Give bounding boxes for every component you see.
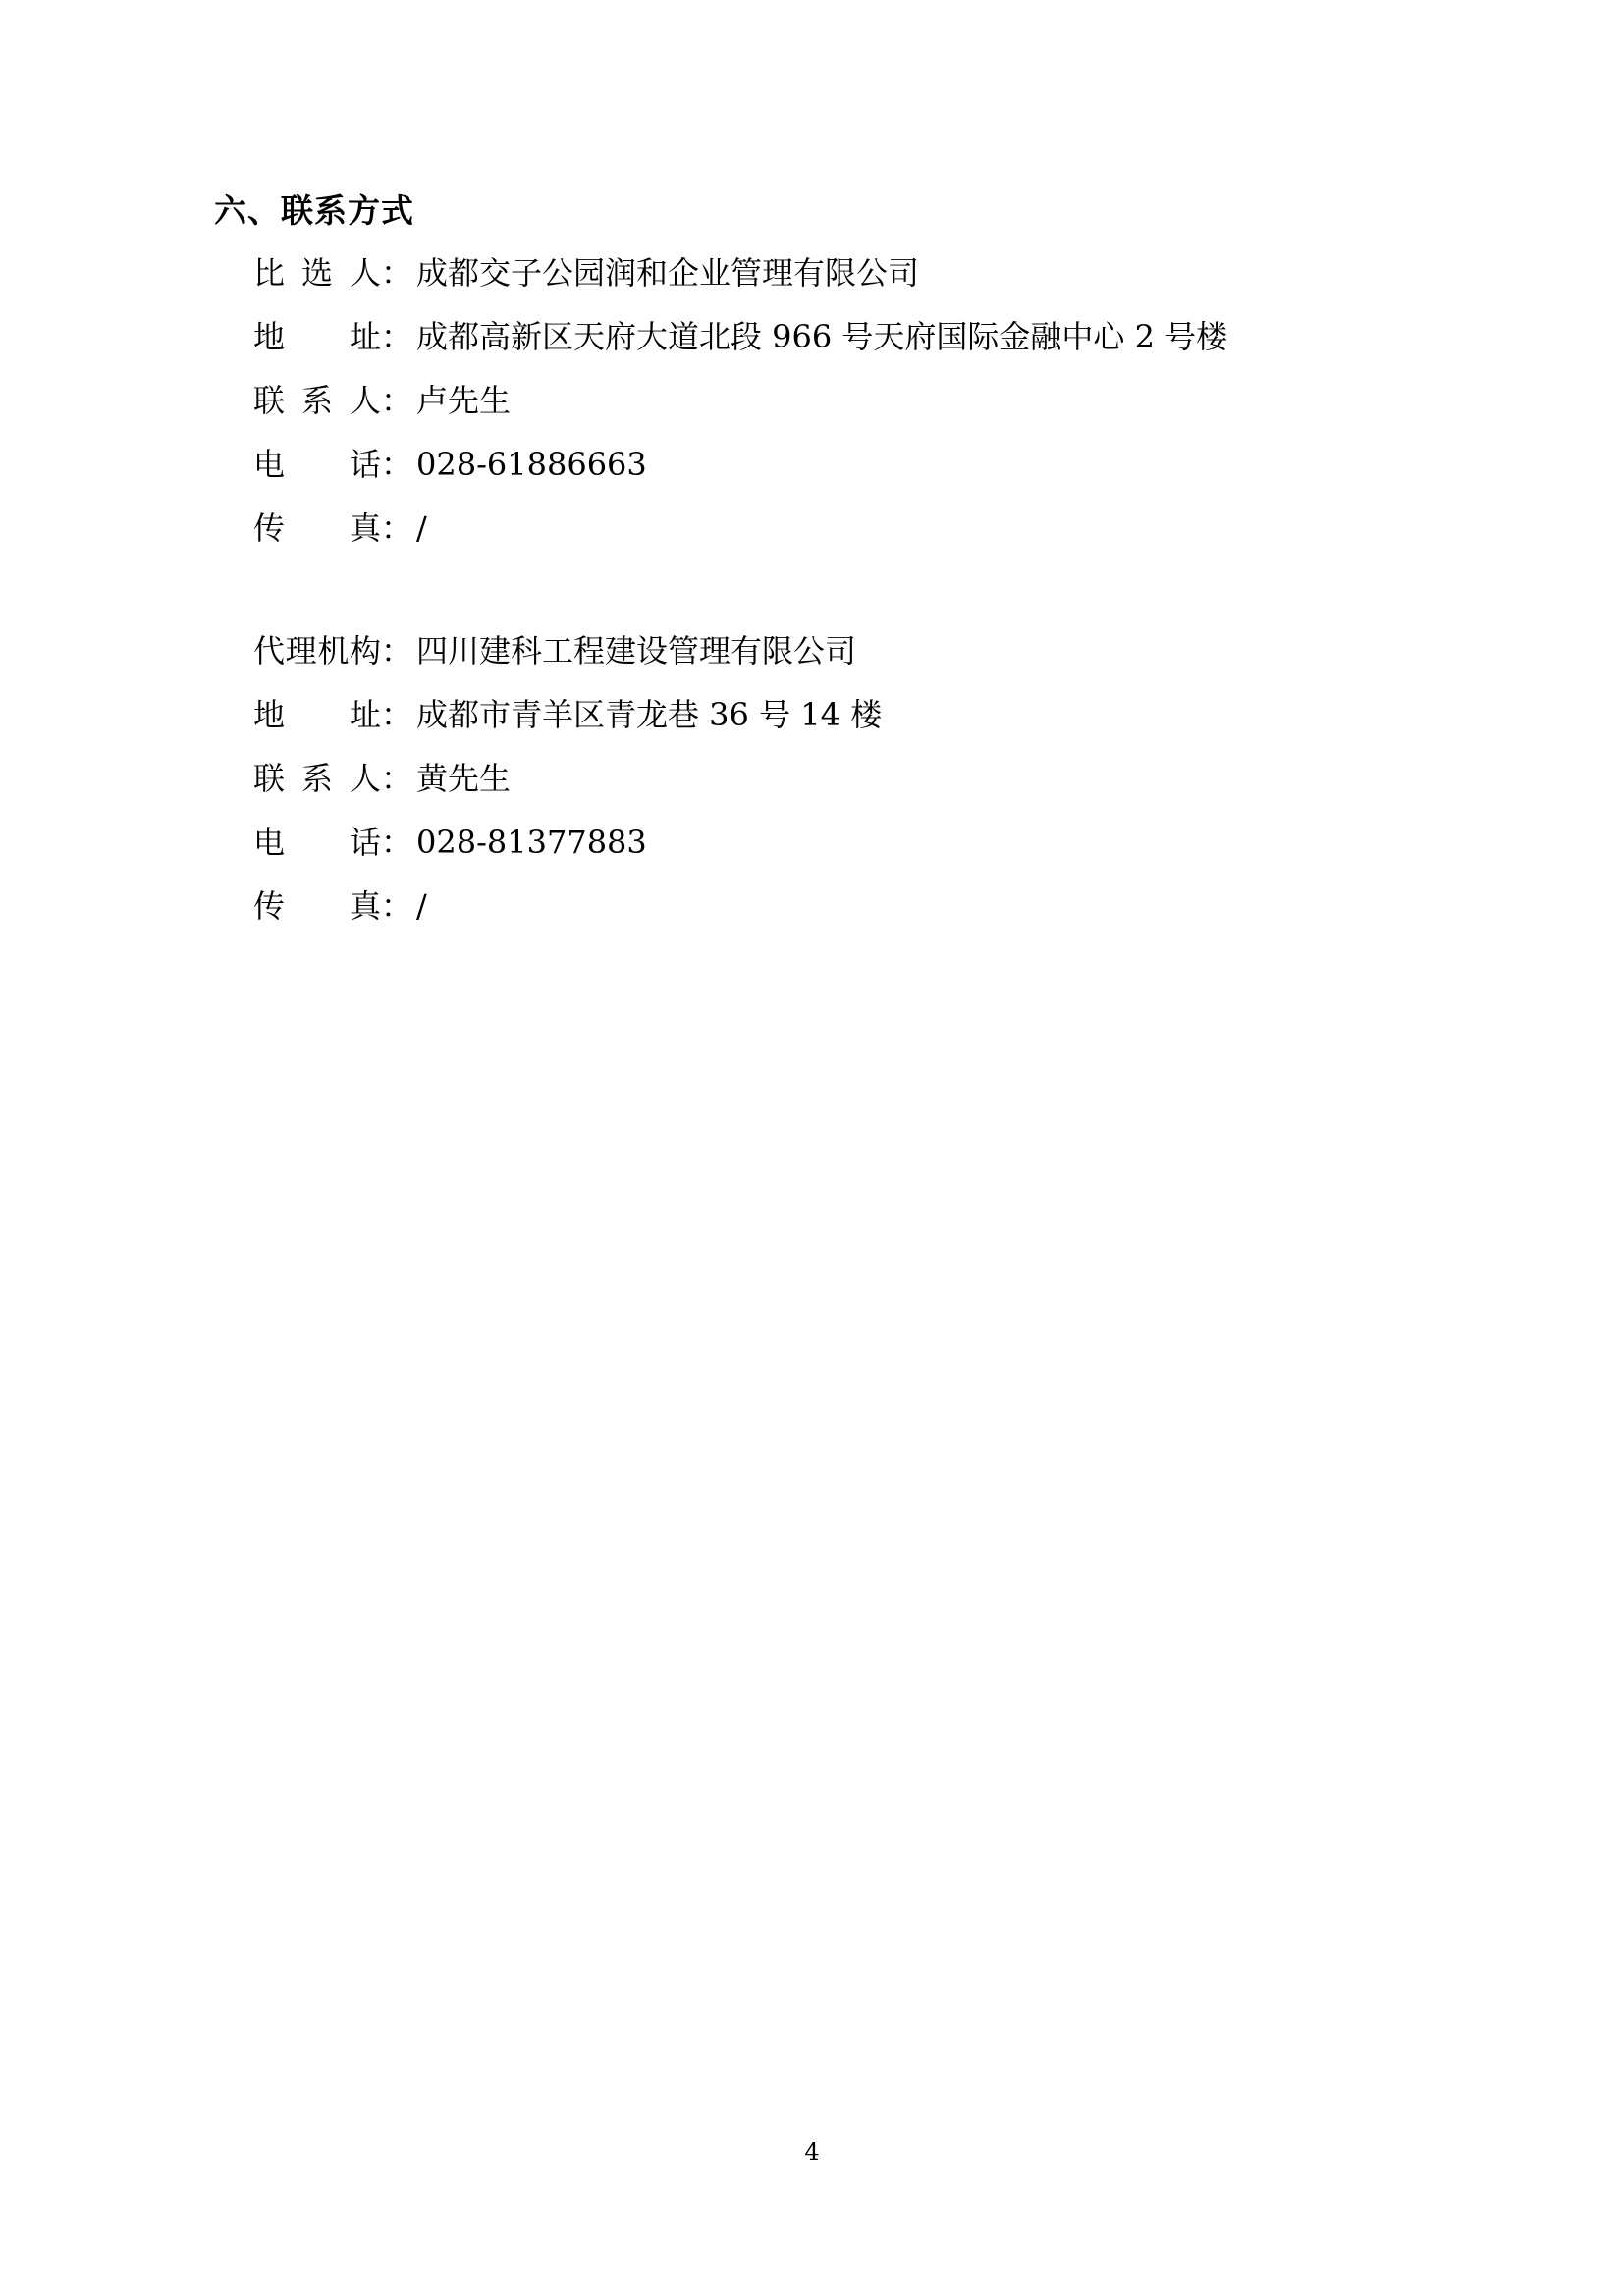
agency-row-fax (253, 881, 882, 945)
colon: ： (381, 760, 413, 797)
buyer-address-label: 地址 (253, 318, 381, 355)
agency-address-value: 成都市青羊区青龙巷 36 号 14 楼 (416, 696, 883, 733)
colon: ： (381, 446, 413, 483)
agency-address-label: 地址 (253, 696, 381, 733)
agency-row-contact (253, 754, 882, 818)
page-number: 4 (804, 2138, 820, 2165)
agency-name-label: 代理机构 (253, 632, 381, 669)
agency-fax-value: / (416, 887, 427, 925)
buyer-row-fax (253, 504, 1227, 567)
buyer-row-contact (253, 376, 1227, 440)
buyer-contact-block (253, 248, 1227, 567)
buyer-address-value: 成都高新区天府大道北段 966 号天府国际金融中心 2 号楼 (416, 318, 1228, 355)
agency-row-name (253, 626, 882, 690)
agency-phone-label: 电话 (253, 824, 381, 861)
buyer-name-label: 比选人 (253, 254, 381, 292)
colon: ： (381, 254, 413, 292)
buyer-contact-value: 卢先生 (416, 382, 512, 419)
buyer-row-name (253, 248, 1227, 312)
colon: ： (381, 318, 413, 355)
buyer-name-value: 成都交子公园润和企业管理有限公司 (416, 254, 920, 292)
colon: ： (381, 632, 413, 669)
agency-contact-block (253, 626, 882, 945)
section-heading: 六、联系方式 (214, 191, 414, 230)
buyer-row-address (253, 312, 1227, 376)
buyer-fax-value: / (416, 509, 427, 547)
colon: ： (381, 696, 413, 733)
buyer-phone-value: 028-61886663 (416, 446, 647, 483)
agency-contact-value: 黄先生 (416, 760, 512, 797)
buyer-fax-label: 传真 (253, 509, 381, 547)
colon: ： (381, 509, 413, 547)
agency-row-address (253, 690, 882, 754)
buyer-phone-label: 电话 (253, 446, 381, 483)
agency-contact-label: 联系人 (253, 760, 381, 797)
buyer-row-phone (253, 440, 1227, 504)
agency-fax-label: 传真 (253, 887, 381, 925)
colon: ： (381, 382, 413, 419)
buyer-contact-label: 联系人 (253, 382, 381, 419)
colon: ： (381, 824, 413, 861)
agency-phone-value: 028-81377883 (416, 824, 647, 861)
agency-row-phone (253, 818, 882, 881)
colon: ： (381, 887, 413, 925)
agency-name-value: 四川建科工程建设管理有限公司 (416, 632, 857, 669)
